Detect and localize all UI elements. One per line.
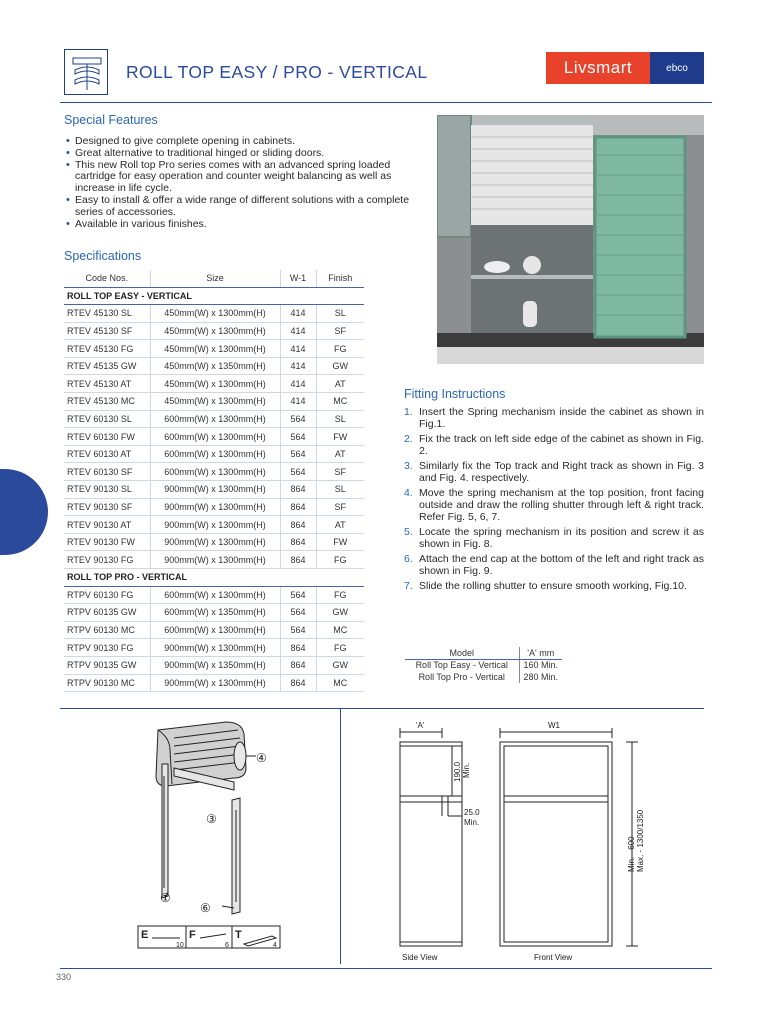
table-cell: 864 xyxy=(280,656,316,674)
page-number: 330 xyxy=(56,972,72,982)
table-cell: SF xyxy=(316,322,364,340)
table-row xyxy=(64,410,364,428)
fitting-steps xyxy=(404,407,704,596)
table-row xyxy=(64,393,364,411)
table-cell: 450mm(W) x 1300mm(H) xyxy=(150,340,280,358)
table-cell: RTEV 45130 AT xyxy=(64,375,150,393)
column-header: W-1 xyxy=(280,270,316,287)
fitting-step: 7. Slide the rolling shutter to ensure smooth working, Fig.10. xyxy=(404,579,687,592)
table-cell: 900mm(W) x 1300mm(H) xyxy=(150,516,280,534)
table-row xyxy=(64,639,364,657)
group-label: ROLL TOP PRO - VERTICAL xyxy=(64,569,364,587)
table-cell: GW xyxy=(316,604,364,622)
column-header: Finish xyxy=(316,270,364,287)
fitting-step: 1. Insert the Spring mechanism inside the cabinet as shown in Fig.1. xyxy=(404,406,704,430)
table-cell: 564 xyxy=(280,428,316,446)
fitting-instructions-heading: Fitting Instructions xyxy=(404,387,506,401)
table-group-row xyxy=(64,569,364,587)
dim-25-min: Min. xyxy=(464,818,480,827)
table-cell: RTEV 90130 FW xyxy=(64,533,150,551)
table-cell: 600mm(W) x 1300mm(H) xyxy=(150,621,280,639)
table-cell: SL xyxy=(316,410,364,428)
table-cell: RTPV 60130 MC xyxy=(64,621,150,639)
table-cell: RTEV 90130 FG xyxy=(64,551,150,569)
side-tab xyxy=(0,469,48,555)
table-cell: 900mm(W) x 1350mm(H) xyxy=(150,656,280,674)
brand-ebco: ebco xyxy=(650,52,704,84)
table-cell: 414 xyxy=(280,322,316,340)
fitting-step: 3. Similarly fix the Top track and Right track as shown in Fig. 3 and Fig. 4. respectively. xyxy=(404,460,704,484)
legend-count: 6 xyxy=(225,942,229,949)
table-row xyxy=(64,551,364,569)
parts-drawing xyxy=(130,716,290,952)
table-cell: RTPV 90130 MC xyxy=(64,674,150,692)
table-cell: 414 xyxy=(280,357,316,375)
table-group-row xyxy=(64,287,364,305)
table-cell: RTPV 90135 GW xyxy=(64,656,150,674)
table-cell: RTEV 90130 AT xyxy=(64,516,150,534)
group-label: ROLL TOP EASY - VERTICAL xyxy=(64,287,364,305)
dim-190-min: Min. xyxy=(462,762,471,778)
table-cell: FG xyxy=(316,639,364,657)
table-row xyxy=(64,621,364,639)
table-cell: 564 xyxy=(280,621,316,639)
table-cell: RTEV 60130 SL xyxy=(64,410,150,428)
table-cell: SL xyxy=(316,481,364,499)
brand-livsmart: Livsmart xyxy=(546,52,650,84)
table-cell: 564 xyxy=(280,604,316,622)
table-cell: 450mm(W) x 1300mm(H) xyxy=(150,393,280,411)
table-cell: 564 xyxy=(280,463,316,481)
callout: ④ xyxy=(256,751,267,765)
table-row xyxy=(64,656,364,674)
specifications-heading: Specifications xyxy=(64,249,142,263)
table-cell: RTEV 45130 MC xyxy=(64,393,150,411)
table-row xyxy=(64,322,364,340)
product-photo xyxy=(437,115,704,364)
table-cell: 414 xyxy=(280,340,316,358)
table-cell: 280 Min. xyxy=(519,671,562,683)
table-cell: 564 xyxy=(280,586,316,604)
table-cell: 900mm(W) x 1300mm(H) xyxy=(150,481,280,499)
table-row xyxy=(64,375,364,393)
table-cell: RTPV 90130 FG xyxy=(64,639,150,657)
table-cell: 600mm(W) x 1300mm(H) xyxy=(150,463,280,481)
table-cell: RTEV 45130 SF xyxy=(64,322,150,340)
table-row xyxy=(64,533,364,551)
table-cell: 600mm(W) x 1350mm(H) xyxy=(150,604,280,622)
section-divider xyxy=(60,708,704,709)
table-row xyxy=(64,498,364,516)
table-cell: FG xyxy=(316,340,364,358)
table-cell: MC xyxy=(316,621,364,639)
table-row xyxy=(64,463,364,481)
table-cell: RTEV 90130 SL xyxy=(64,481,150,499)
table-cell: 564 xyxy=(280,445,316,463)
legend-letter: E xyxy=(141,929,149,941)
table-cell: FG xyxy=(316,551,364,569)
table-cell: 900mm(W) x 1300mm(H) xyxy=(150,498,280,516)
table-cell: RTEV 60130 AT xyxy=(64,445,150,463)
legend-letter: F xyxy=(189,929,196,941)
table-cell: RTEV 60130 SF xyxy=(64,463,150,481)
table-cell: 414 xyxy=(280,375,316,393)
specifications-table xyxy=(64,270,364,692)
table-cell: 564 xyxy=(280,410,316,428)
table-row xyxy=(64,674,364,692)
table-row xyxy=(64,516,364,534)
footer-rule xyxy=(60,968,712,969)
table-row xyxy=(64,340,364,358)
table-row xyxy=(64,305,364,323)
table-cell: RTEV 60130 FW xyxy=(64,428,150,446)
table-cell: RTEV 45135 GW xyxy=(64,357,150,375)
feature-item: • Designed to give complete opening in cabinets. xyxy=(66,136,422,148)
features-list xyxy=(66,136,422,230)
table-cell: RTEV 45130 FG xyxy=(64,340,150,358)
section-divider-vertical xyxy=(340,709,341,964)
table-cell: 864 xyxy=(280,498,316,516)
fitting-step: 6. Attach the end cap at the bottom of the left and right track as shown in Fig. 9. xyxy=(404,552,704,577)
special-features-heading: Special Features xyxy=(64,113,158,127)
callout: ③ xyxy=(206,812,217,826)
table-cell: SF xyxy=(316,463,364,481)
table-cell: 900mm(W) x 1300mm(H) xyxy=(150,639,280,657)
callout: ① xyxy=(160,891,171,905)
table-cell: 600mm(W) x 1300mm(H) xyxy=(150,410,280,428)
label-a: 'A' xyxy=(416,721,425,730)
feature-item: • This new Roll top Pro series comes with an advanced spring loaded cartridge for easy operation and counter weight balancing as well as increase in life cycle. xyxy=(66,160,422,195)
table-row xyxy=(64,604,364,622)
table-cell: 864 xyxy=(280,674,316,692)
table-cell: 600mm(W) x 1300mm(H) xyxy=(150,428,280,446)
table-cell: 450mm(W) x 1300mm(H) xyxy=(150,322,280,340)
table-cell: 900mm(W) x 1300mm(H) xyxy=(150,674,280,692)
fitting-step: 2. Fix the track on left side edge of the cabinet as shown in Fig. 2. xyxy=(404,433,704,457)
table-cell: 600mm(W) x 1300mm(H) xyxy=(150,445,280,463)
column-header: Code Nos. xyxy=(64,270,150,287)
front-view-label: Front View xyxy=(534,953,573,962)
table-cell: MC xyxy=(316,674,364,692)
column-header: 'A' mm xyxy=(519,647,562,659)
table-cell: GW xyxy=(316,656,364,674)
table-cell: SL xyxy=(316,305,364,323)
table-cell: 864 xyxy=(280,639,316,657)
table-row xyxy=(405,659,562,671)
table-cell: 864 xyxy=(280,481,316,499)
page-header xyxy=(60,46,712,102)
table-cell: 900mm(W) x 1300mm(H) xyxy=(150,551,280,569)
side-view-label: Side View xyxy=(402,953,438,962)
table-cell: Roll Top Pro - Vertical xyxy=(418,672,505,682)
fitting-step: 4. Move the spring mechanism at the top position, front facing outside and draw the rolling shutter through left & right track. Refer Fig. 5, 6, 7. xyxy=(404,487,704,523)
table-cell: GW xyxy=(316,357,364,375)
table-cell: RTPV 60135 GW xyxy=(64,604,150,622)
legend-count: 10 xyxy=(176,942,184,949)
table-cell: AT xyxy=(316,375,364,393)
table-header-row xyxy=(405,647,562,659)
brand-logo xyxy=(546,52,704,84)
table-row xyxy=(64,357,364,375)
table-cell: RTEV 90130 SF xyxy=(64,498,150,516)
table-cell: 414 xyxy=(280,393,316,411)
legend-letter: T xyxy=(235,929,242,941)
table-row xyxy=(405,671,562,683)
table-cell: MC xyxy=(316,393,364,411)
table-row xyxy=(64,428,364,446)
product-icon xyxy=(64,49,108,95)
column-header: Model xyxy=(405,647,519,659)
table-cell: FG xyxy=(316,586,364,604)
feature-item: • Easy to install & offer a wide range of different solutions with a complete series of accessories. xyxy=(66,195,422,219)
table-cell: 414 xyxy=(280,305,316,323)
table-cell: FW xyxy=(316,428,364,446)
page-title: ROLL TOP EASY / PRO - VERTICAL xyxy=(126,62,428,82)
column-header: Size xyxy=(150,270,280,287)
table-cell: SF xyxy=(316,498,364,516)
label-w1: W1 xyxy=(548,721,560,730)
table-cell: AT xyxy=(316,445,364,463)
table-cell: 450mm(W) x 1300mm(H) xyxy=(150,305,280,323)
table-row xyxy=(64,481,364,499)
feature-item: • Great alternative to traditional hinged or sliding doors. xyxy=(66,148,422,160)
callout: ⑥ xyxy=(200,901,211,915)
header-rule xyxy=(60,102,712,103)
dim-25: 25.0 xyxy=(464,808,480,817)
table-cell: 900mm(W) x 1300mm(H) xyxy=(150,533,280,551)
dim-height-max: Max. - 1300/1350 xyxy=(636,809,645,872)
table-header-row xyxy=(64,270,364,287)
table-row xyxy=(64,586,364,604)
table-cell: 450mm(W) x 1300mm(H) xyxy=(150,375,280,393)
table-cell: Roll Top Easy - Vertical xyxy=(415,660,508,671)
table-cell: 160 Min. xyxy=(519,659,562,671)
fitting-step: 5. Locate the spring mechanism in its position and screw it as shown in Fig. 8. xyxy=(404,525,704,550)
table-cell: RTEV 45130 SL xyxy=(64,305,150,323)
table-cell: FW xyxy=(316,533,364,551)
dim-height-min: Min. - 600 xyxy=(627,836,636,872)
table-row xyxy=(64,445,364,463)
table-cell: 600mm(W) x 1300mm(H) xyxy=(150,586,280,604)
dimension-drawing xyxy=(380,716,670,966)
feature-item: • Available in various finishes. xyxy=(66,219,422,231)
table-cell: RTPV 60130 FG xyxy=(64,586,150,604)
table-cell: 864 xyxy=(280,516,316,534)
legend-count: 4 xyxy=(273,942,277,949)
dim-190: 190.0 xyxy=(453,761,462,782)
model-table xyxy=(405,647,562,683)
table-cell: AT xyxy=(316,516,364,534)
table-cell: 450mm(W) x 1350mm(H) xyxy=(150,357,280,375)
table-cell: 864 xyxy=(280,551,316,569)
table-cell: 864 xyxy=(280,533,316,551)
